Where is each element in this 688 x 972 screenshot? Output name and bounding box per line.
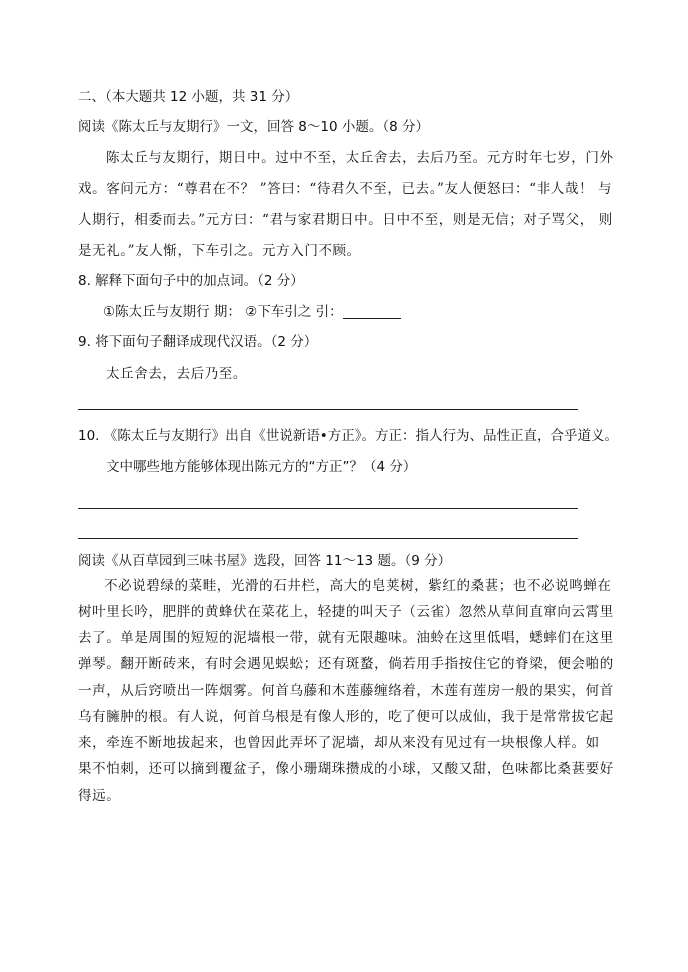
passage1-line: 是无礼。”友人惭，下车引之。元方入门不顾。 [78, 243, 361, 259]
question-10-line1: 10. 《陈太丘与友期行》出自《世说新语•方正》。方正：指人行为、品性正直，合乎道义。 [78, 428, 618, 444]
passage2-line: 弹琴。翻开断砖来，有时会遇见蜈蚣；还有斑蝥，倘若用手指按住它的脊梁，便会啪的 [78, 656, 614, 672]
passage1-line: 陈太丘与友期行，期日中。过中不至，太丘舍去，去后乃至。元方时年七岁，门外 [106, 150, 614, 166]
answer-line[interactable] [78, 409, 578, 410]
answer-line[interactable] [78, 508, 578, 509]
answer-line[interactable] [78, 538, 578, 539]
passage2-line: 去了。单是周围的短短的泥墙根一带，就有无限趣味。油蛉在这里低唱，蟋蟀们在这里 [78, 630, 614, 646]
question-9-stem: 9. 将下面句子翻译成现代汉语。（2 分） [78, 334, 318, 350]
passage1-line: 人期行，相委而去。”元方曰：“君与家君期日中。日中不至，则是无信；对子骂父， 则 [78, 212, 613, 228]
section-heading: 二、（本大题共 12 小题，共 31 分） [78, 89, 299, 105]
passage1-intro: 阅读《陈太丘与友期行》一文，回答 8～10 小题。（8 分） [78, 119, 429, 135]
question-10-line2: 文中哪些地方能够体现出陈元方的“方正”？（4 分） [106, 459, 417, 475]
question-8-item [103, 302, 401, 322]
passage2-line: 来，牵连不断地拔起来，也曾因此弄坏了泥墙，却从来没有见过有一块根像人样。如 [78, 735, 600, 751]
passage2-line: 乌有臃肿的根。有人说，何首乌根是有像人形的，吃了便可以成仙，我于是常常拔它起 [78, 709, 614, 725]
passage2-line: 一声，从后窍喷出一阵烟雾。何首乌藤和木莲藤缠络着，木莲有莲房一般的果实，何首 [78, 683, 614, 699]
passage2-line: 树叶里长吟，肥胖的黄蜂伏在菜花上，轻捷的叫天子（云雀）忽然从草间直窜向云霄里 [78, 604, 614, 620]
answer-blank[interactable] [343, 304, 401, 319]
passage2-line: 果不怕刺，还可以摘到覆盆子，像小珊瑚珠攒成的小球，又酸又甜，色味都比桑葚要好 [78, 761, 614, 777]
passage2-intro: 阅读《从百草园到三味书屋》选段，回答 11～13 题。（9 分） [78, 553, 452, 569]
passage2-line: 不必说碧绿的菜畦，光滑的石井栏，高大的皂荚树，紫红的桑葚；也不必说鸣蝉在 [104, 578, 612, 594]
question-8-stem: 8. 解释下面句子中的加点词。（2 分） [78, 273, 304, 289]
passage1-line: 戏。客问元方：“尊君在不？ ”答曰：“待君久不至，已去。”友人便怒曰：“非人哉！ 与 [78, 181, 613, 197]
passage2-line: 得远。 [78, 788, 121, 804]
question-9-sentence: 太丘舍去，去后乃至。 [106, 366, 247, 382]
question-8-item-text: ①陈太丘与友期行 期： ②下车引之 引： [103, 304, 343, 320]
